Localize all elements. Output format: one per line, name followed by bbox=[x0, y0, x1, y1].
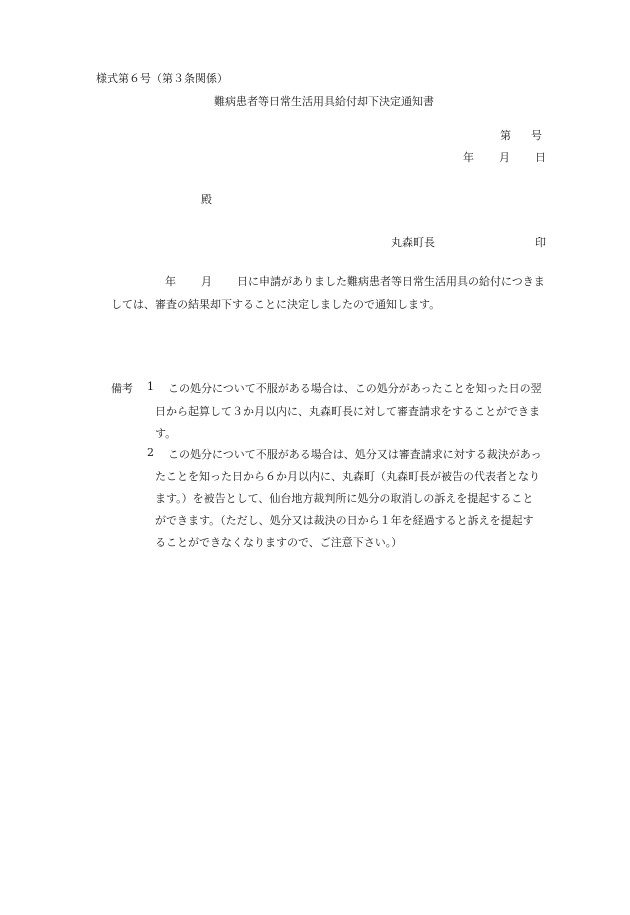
note-line: この処分について不服がある場合は、この処分があったことを知った日の翌 bbox=[168, 382, 542, 395]
note-line: ができます。（ただし、処分又は裁決の日から１年を経過すると訴えを提起す bbox=[155, 514, 534, 527]
notes-label: 備考 bbox=[111, 382, 133, 395]
date-day: 日 bbox=[535, 151, 546, 164]
note-line: ることができなくなりますので、ご注意下さい。） bbox=[155, 536, 403, 549]
body-line-1-text: 日に申請がありました難病患者等日常生活用具の給付につきま bbox=[237, 275, 545, 288]
note-number: 2 bbox=[147, 446, 154, 459]
note-line: この処分について不服がある場合は、処分又は審査請求に対する裁決があっ bbox=[168, 448, 542, 461]
note-line: す。 bbox=[155, 427, 177, 440]
date-year: 年 bbox=[463, 151, 474, 164]
note-number: 1 bbox=[147, 380, 154, 393]
addressee-honorific: 殿 bbox=[201, 193, 212, 206]
number-suffix: 号 bbox=[531, 129, 542, 142]
body-month: 月 bbox=[201, 275, 212, 288]
note-line: たことを知った日から６か月以内に、丸森町（丸森町長が被告の代表者となり bbox=[155, 470, 540, 483]
date-month: 月 bbox=[499, 151, 510, 164]
number-prefix: 第 bbox=[500, 129, 511, 142]
issuer-name: 丸森町長 bbox=[391, 236, 435, 249]
document-title: 難病患者等日常生活用具給付却下決定通知書 bbox=[214, 95, 434, 108]
notice-body-line-2: しては、審査の結果却下することに決定しましたので通知します。 bbox=[111, 298, 441, 311]
document-number-line bbox=[500, 127, 542, 143]
issue-date-line bbox=[463, 149, 546, 165]
form-number: 様式第６号（第３条関係） bbox=[96, 72, 228, 85]
body-year: 年 bbox=[165, 275, 176, 288]
seal-mark: 印 bbox=[535, 236, 546, 249]
note-line: ます。）を被告として、仙台地方裁判所に処分の取消しの訴えを提起すること bbox=[155, 492, 534, 505]
notice-body-line-1 bbox=[165, 273, 545, 289]
note-line: 日から起算して３か月以内に、丸森町長に対して審査請求をすることができま bbox=[155, 405, 540, 418]
